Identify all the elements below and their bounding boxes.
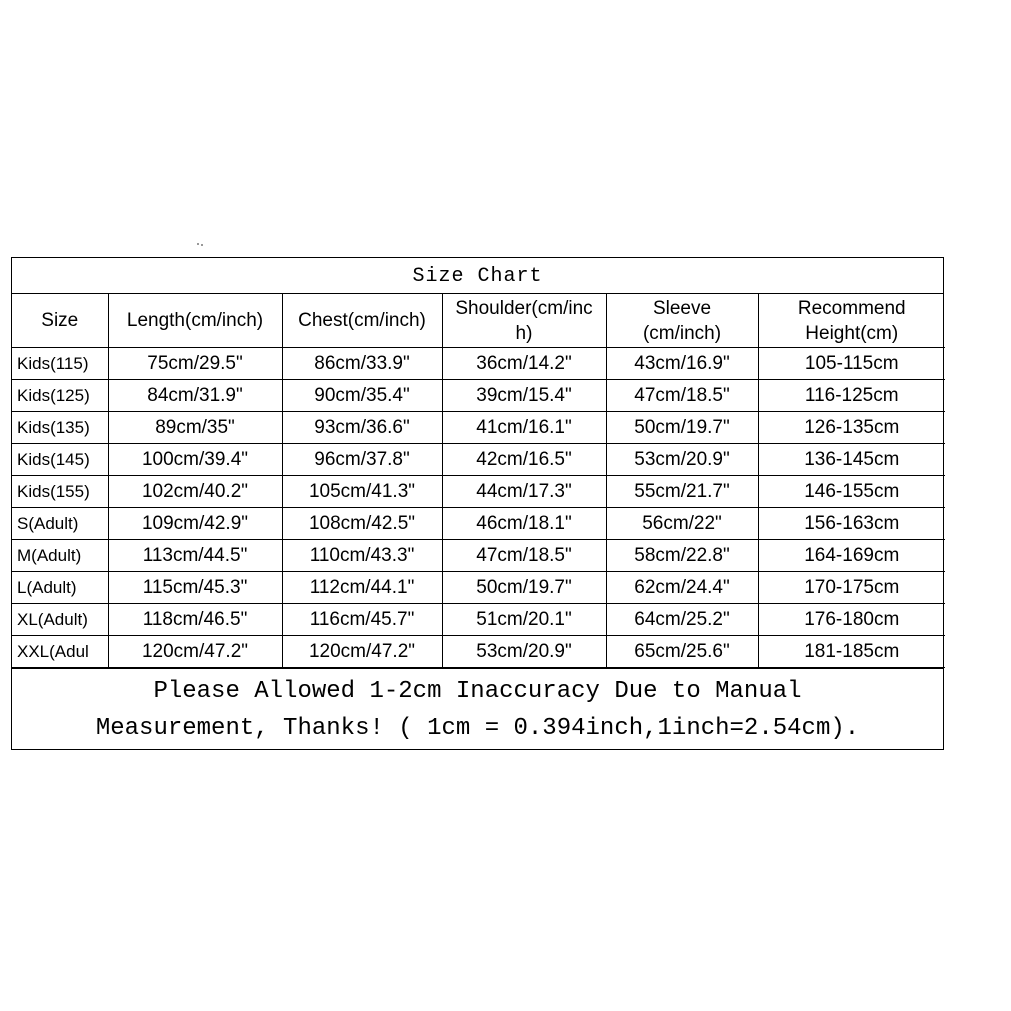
note-line-1: Please Allowed 1-2cm Inaccuracy Due to Manual xyxy=(153,678,802,705)
column-header xyxy=(12,294,108,348)
measurement-cell: 51cm/20.1" xyxy=(442,604,606,636)
measurement-cell: 112cm/44.1" xyxy=(282,572,442,604)
measurement-cell: 164-169cm xyxy=(758,540,945,572)
measurement-cell: 105cm/41.3" xyxy=(282,476,442,508)
measurement-cell: 96cm/37.8" xyxy=(282,444,442,476)
measurement-cell: 86cm/33.9" xyxy=(282,348,442,380)
column-header-line: (cm/inch) xyxy=(642,322,722,344)
size-cell: M(Adult) xyxy=(12,540,108,572)
measurement-cell: 156-163cm xyxy=(758,508,945,540)
measurement-cell: 42cm/16.5" xyxy=(442,444,606,476)
measurement-cell: 102cm/40.2" xyxy=(108,476,282,508)
column-header xyxy=(442,294,606,348)
measurement-cell: 118cm/46.5" xyxy=(108,604,282,636)
measurement-cell: 58cm/22.8" xyxy=(606,540,758,572)
table-row xyxy=(12,508,945,540)
measurement-cell: 176-180cm xyxy=(758,604,945,636)
table-row xyxy=(12,604,945,636)
column-header xyxy=(758,294,945,348)
column-header-line: Sleeve xyxy=(652,297,712,319)
table-row xyxy=(12,444,945,476)
measurement-cell: 41cm/16.1" xyxy=(442,412,606,444)
measurement-cell: 64cm/25.2" xyxy=(606,604,758,636)
table-row xyxy=(12,476,945,508)
measurement-cell: 116-125cm xyxy=(758,380,945,412)
note-line-2: Measurement, Thanks! ( 1cm = 0.394inch,1inch=2.54cm). xyxy=(95,715,860,742)
size-cell: S(Adult) xyxy=(12,508,108,540)
table-body xyxy=(12,348,945,668)
measurement-cell: 109cm/42.9" xyxy=(108,508,282,540)
column-header xyxy=(108,294,282,348)
size-cell: Kids(135) xyxy=(12,412,108,444)
measurement-cell: 36cm/14.2" xyxy=(442,348,606,380)
measurement-cell: 136-145cm xyxy=(758,444,945,476)
table-row xyxy=(12,380,945,412)
column-header-line: Length(cm/inch) xyxy=(126,310,264,331)
size-cell: Kids(145) xyxy=(12,444,108,476)
column-header-line: Size xyxy=(41,310,79,331)
table-row xyxy=(12,412,945,444)
measurement-cell: 75cm/29.5" xyxy=(108,348,282,380)
accuracy-note xyxy=(12,668,943,749)
measurement-cell: 50cm/19.7" xyxy=(606,412,758,444)
measurement-cell: 100cm/39.4" xyxy=(108,444,282,476)
measurement-cell: 170-175cm xyxy=(758,572,945,604)
column-header-line: Recommend xyxy=(797,297,906,319)
measurement-cell: 84cm/31.9" xyxy=(108,380,282,412)
measurement-cell: 105-115cm xyxy=(758,348,945,380)
table-row xyxy=(12,572,945,604)
measurement-cell: 93cm/36.6" xyxy=(282,412,442,444)
measurement-cell: 46cm/18.1" xyxy=(442,508,606,540)
column-header-line: Chest(cm/inch) xyxy=(298,310,426,331)
measurement-cell: 146-155cm xyxy=(758,476,945,508)
measurement-cell: 126-135cm xyxy=(758,412,945,444)
measurement-cell: 65cm/25.6" xyxy=(606,636,758,668)
column-header xyxy=(282,294,442,348)
measurement-cell: 116cm/45.7" xyxy=(282,604,442,636)
column-header xyxy=(606,294,758,348)
measurement-cell: 120cm/47.2" xyxy=(108,636,282,668)
measurement-cell: 181-185cm xyxy=(758,636,945,668)
size-cell: Kids(115) xyxy=(12,348,108,380)
measurement-cell: 120cm/47.2" xyxy=(282,636,442,668)
stray-pixels xyxy=(197,243,203,246)
measurement-cell: 89cm/35" xyxy=(108,412,282,444)
size-chart xyxy=(11,257,944,750)
column-header-line: Shoulder(cm/inc xyxy=(455,297,593,319)
size-cell: Kids(155) xyxy=(12,476,108,508)
size-cell: XXL(Adul xyxy=(12,636,108,668)
header-row xyxy=(12,294,945,348)
measurement-cell: 110cm/43.3" xyxy=(282,540,442,572)
measurement-cell: 47cm/18.5" xyxy=(442,540,606,572)
measurement-cell: 43cm/16.9" xyxy=(606,348,758,380)
measurement-cell: 115cm/45.3" xyxy=(108,572,282,604)
measurement-cell: 44cm/17.3" xyxy=(442,476,606,508)
measurement-cell: 50cm/19.7" xyxy=(442,572,606,604)
measurement-cell: 113cm/44.5" xyxy=(108,540,282,572)
measurement-cell: 55cm/21.7" xyxy=(606,476,758,508)
measurement-cell: 53cm/20.9" xyxy=(606,444,758,476)
table-row xyxy=(12,636,945,668)
size-cell: Kids(125) xyxy=(12,380,108,412)
size-table xyxy=(12,294,945,668)
measurement-cell: 39cm/15.4" xyxy=(442,380,606,412)
column-header-line: h) xyxy=(515,322,533,344)
table-row xyxy=(12,540,945,572)
size-cell: XL(Adult) xyxy=(12,604,108,636)
measurement-cell: 53cm/20.9" xyxy=(442,636,606,668)
measurement-cell: 62cm/24.4" xyxy=(606,572,758,604)
measurement-cell: 47cm/18.5" xyxy=(606,380,758,412)
measurement-cell: 108cm/42.5" xyxy=(282,508,442,540)
chart-title: Size Chart xyxy=(12,258,943,294)
measurement-cell: 56cm/22" xyxy=(606,508,758,540)
column-header-line: Height(cm) xyxy=(805,322,899,344)
measurement-cell: 90cm/35.4" xyxy=(282,380,442,412)
table-row xyxy=(12,348,945,380)
size-cell: L(Adult) xyxy=(12,572,108,604)
